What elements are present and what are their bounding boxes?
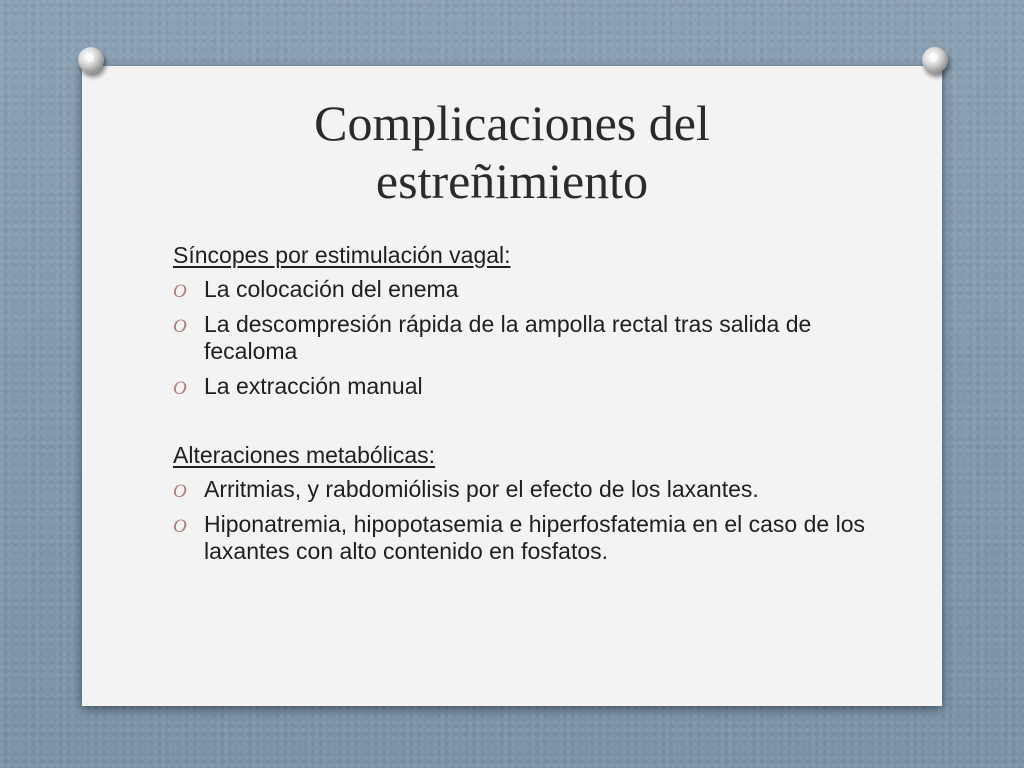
list-item-text: La colocación del enema: [204, 276, 459, 302]
list-item: [173, 511, 873, 565]
list-item: [173, 476, 873, 503]
slide-title: [0, 94, 1024, 210]
bullet-o-icon: O: [173, 516, 187, 537]
list-item: [173, 373, 873, 400]
section-spacer: [173, 408, 873, 438]
bullet-list: [173, 276, 873, 400]
list-item: [173, 276, 873, 303]
title-line-2: estreñimiento: [375, 153, 649, 209]
list-item-text: Hiponatremia, hipopotasemia e hiperfosfatemia en el caso de los laxantes con alto contenido en fosfatos.: [204, 511, 865, 564]
bullet-o-icon: O: [173, 281, 187, 302]
section-heading: Síncopes por estimulación vagal:: [173, 242, 511, 268]
list-item: [173, 311, 873, 365]
bullet-o-icon: O: [173, 378, 187, 399]
slide-content: [173, 238, 873, 573]
list-item-text: La descompresión rápida de la ampolla rectal tras salida de fecaloma: [204, 311, 812, 364]
list-item-text: La extracción manual: [204, 373, 423, 399]
pushpin-icon: [922, 47, 948, 73]
section-heading: Alteraciones metabólicas:: [173, 442, 436, 468]
list-item-text: Arritmias, y rabdomiólisis por el efecto de los laxantes.: [204, 476, 759, 502]
bullet-o-icon: O: [173, 481, 187, 502]
bullet-o-icon: O: [173, 316, 187, 337]
pushpin-icon: [78, 47, 104, 73]
bullet-list: [173, 476, 873, 565]
title-line-1: Complicaciones del: [314, 95, 710, 151]
